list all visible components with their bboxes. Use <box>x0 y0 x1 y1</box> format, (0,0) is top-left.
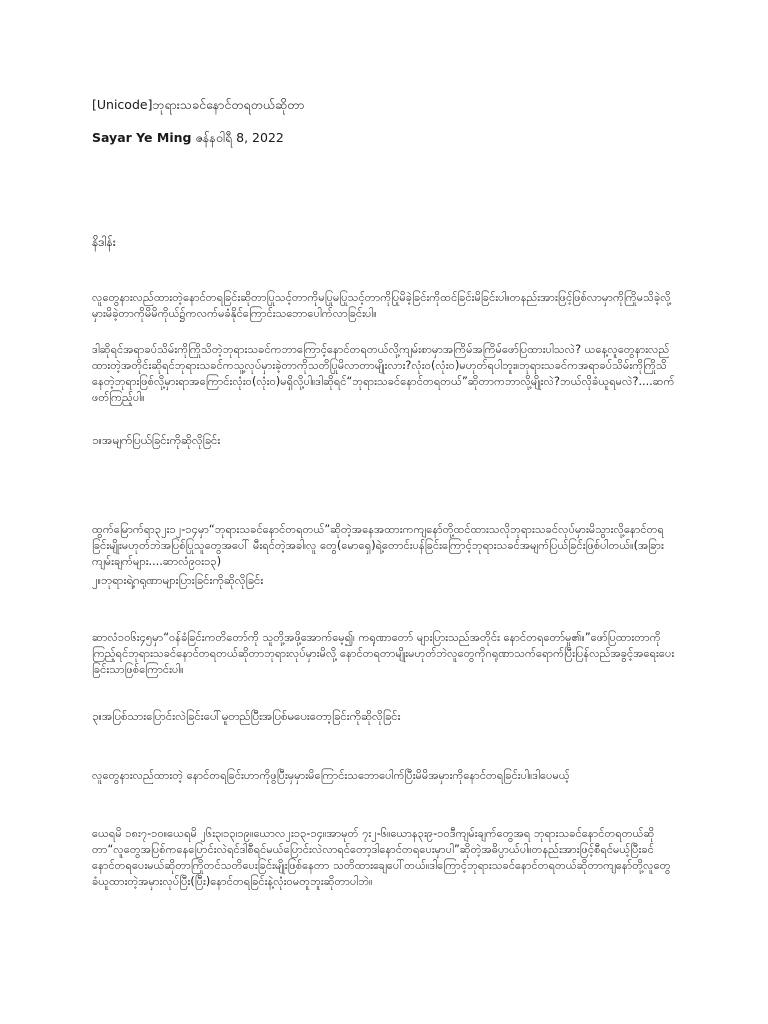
author-name[interactable]: Sayar Ye Ming <box>92 130 192 145</box>
paragraph-1: လူတွေနားလည်ထားတဲ့နောင်တရခြင်းဆိုတာပြုသင့်တာကိုမပြုမပြုသင့်တာကိုပြုမိခဲ့ခြင်းကိုထင်ခြင်းမိခြင်းပါ။တနည်းအားဖြင့်ဖြစ်လာမှာကိုကြိုမသိခဲ့လို့မှားမိခဲ့တာကိုမိမိကိုယ်၌ကလက်မခံနိုင်ကြောင်းသဘောပေါက်လာခြင်းပါ။ <box>92 291 671 320</box>
paragraph-3: ထွက်မြောက်ရာ၃၂း၁၂-၁၄မှာ“ဘုရားသခင်နောင်တရတယ်”ဆိုတဲ့အနေအထားကကျနော်တို့ထင်ထားသလိုဘုရားသခင်လုပ်မှားမိသွားလို့နောင်တရခြင်းမျိုးမဟုတ်ဘဲအပြစ်ပြုသူတွေအပေါ် မီးရင်တဲ့အခါ၊လူ တွေ(မောရှေ)ရဲ့တောင်းပန်ခြင်းကြောင့်ဘုရားသခင်အမျက်ပြယ်ခြင်းဖြစ်ပါတယ်။(အခြားကျမ်းချက်များ....ဆာလံ၉၀း၁၃) <box>92 523 664 568</box>
section-heading-3: ၃။အပြစ်သားပြောင်းလဲခြင်းပေါ်မူတည်ပြီးအပြစ်မပေးတော့ခြင်းကိုဆိုလိုခြင်း <box>92 709 401 723</box>
intro-heading: နိဒါန်း <box>92 235 116 249</box>
section-heading-1: ၁။အမျက်ပြယ်ခြင်းကိုဆိုလိုခြင်း <box>92 433 221 447</box>
paragraph-5: လူတွေနားလည်ထားတဲ့ နောင်တရခြင်းဟာကိုဖွပြီးမှမှားမိကြောင်းသဘောပေါက်ပြီးမိမိအမှားကိုနောင်တရခြင်းပါ။ဒါပေမယ့် <box>92 769 570 782</box>
document-title: [Unicode]ဘုရားသခင်နောင်တရတယ်ဆိုတာ <box>92 97 305 112</box>
paragraph-6: ယေရမိ ၁၈း၇-၁၀။ယေရမိ ၂၆း၃၊၁၃၊၁၉။ယောလ၂း၁၃-၁၄။အာမုတ် ၇း၂-၆။ယောန၃း၉-၁၀ဒီကျမ်းချက်တွေအရ ဘုရားသခင်နောင်တရတယ်ဆိုတာ“လူတွေအပြစ်ကနေပြောင်းလဲရင်ဒါစီရင်မယ်ပြောင်းလဲလာရင်တော့ဒါနောင်တရပေးမှာပါ”ဆိုတဲ့အဓိပ္ပာယ်ပါ။တနည်းအားဖြင့်စီရင်မယ့်ပြီးခင်နောင်တရပေးမယ်ဆိုတာကြိုတင်သတိပေးခြင်းမျိုးဖြစ်နေတာ သတိထားချေပေါ်တယ်။ဒါကြောင့်ဘုရားသခင်နောင်တရတယ်ဆိုတာကျနော်တို့လူတွေခံယူထားတဲ့အမှားလုပ်ပြီး(ပြီး)နောင်တရခြင်းနဲ့လုံးဝမတူဘူးဆိုတာပါဘဲ။ <box>92 827 671 888</box>
byline <box>92 130 284 149</box>
paragraph-2: ဒါဆိုရင်အရာခပ်သိမ်းကိုကြိုသိတဲ့ဘုရားသခင်ကဘာကြောင့်နောင်တရတယ်လို့ကျမ်းစာမှာအကြိမ်အကြိမ်ဖော်ပြထားပါသလဲ? ယနေ့လူတွေနားလည်ထားတဲ့အတိုင်းဆိုရင်ဘုရားသခင်ကသူ့လုပ်မှားခဲ့တာကိုသတိပြုမိလာတာမျိုးလား?လုံးဝ(လုံးဝ)မဟုတ်ရပါဘူး။ဘုရားသခင်ကအရာခပ်သိမ်းကိုကြိုသိနေတဲ့ဘုရားဖြစ်လို့မှားရာအကြောင်းလုံးဝ(လုံးဝ)မရှိလို့ပါ။ဒါဆိုရင်“ဘုရားသခင်နောင်တရတယ်”ဆိုတာကဘာလို့မျိုးလဲ?ဘယ်လိုခံယူရမလဲ?....ဆက်ဖတ်ကြည့်ပါ။ <box>92 343 675 404</box>
paragraph-4: ဆာလံ၁၀၆း၄၅မှာ“ဝန်ခံခြင်းကတိတော်ကို သူတို့အဖို့အောက်မေ့၍၊ ကရုဏာတော် များပြားသည်အတိုင်း နောင်တရတော်မူ၏။”ဖော်ပြထားတာကိုကြည့်ရင်ဘုရားသခင်နောင်တရတယ်ဆိုတာဘုရားလုပ်မှားမိလို့ နောင်တရတာမျိုးမဟုတ်ဘဲလူတွေကိုဂရုဏာသက်ရောက်ပြီးပြန်လည်အခွင့်အရေးပေးခြင်းသာဖြစ်ကြောင်းပါ။ <box>92 631 675 676</box>
section-heading-2: ၂။ဘုရားရဲ့ဂရုဏာများပြားခြင်းကိုဆိုလိုခြင်း <box>92 573 264 587</box>
publish-date: ဇန်နဝါရီ 8, 2022 <box>195 130 284 145</box>
